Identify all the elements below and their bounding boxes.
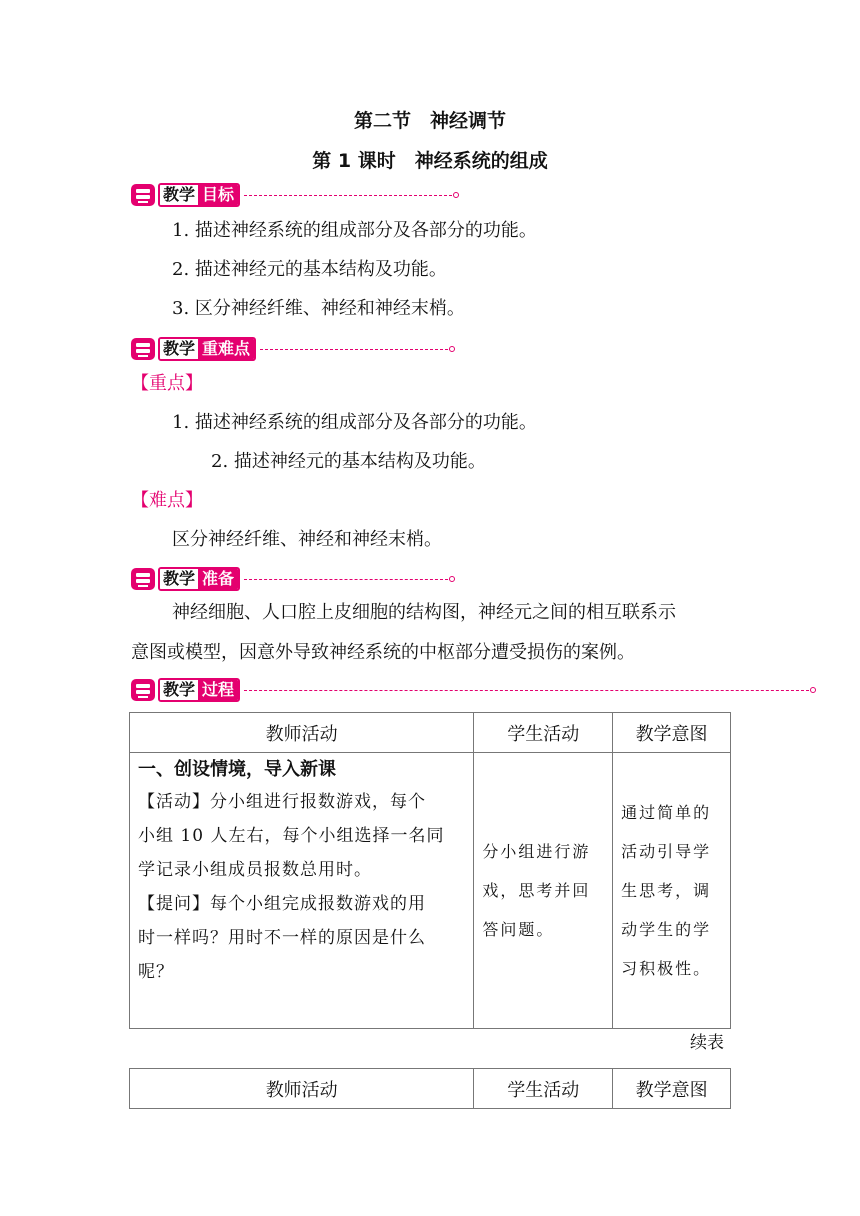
preparation-line: 意图或模型，因意外导致神经系统的中枢部分遭受损伤的案例。 (131, 642, 635, 663)
header-teacher: 教师活动 (130, 713, 474, 753)
header-student: 学生活动 (474, 713, 613, 753)
objective-item: 2. 描述神经元的基本结构及功能。 (172, 259, 447, 280)
intent-cell: 通过简单的 活动引导学 生思考，调 动学生的学 习积极性。 (613, 753, 731, 1029)
header-teacher: 教师活动 (130, 1069, 474, 1109)
difficulty-text: 区分神经纤维、神经和神经末梢。 (172, 529, 442, 550)
objectives-header: 教学 目标 (131, 183, 459, 207)
focus-item: 2. 描述神经元的基本结构及功能。 (211, 451, 486, 472)
focus-item: 1. 描述神经系统的组成部分及各部分的功能。 (172, 412, 537, 433)
process-table (129, 712, 731, 1029)
difficulty-label: 【难点】 (131, 490, 203, 511)
student-activity-cell: 分小组进行游 戏，思考并回 答问题。 (474, 753, 613, 1029)
header-intent: 教学意图 (613, 1069, 731, 1109)
focus-label: 【重点】 (131, 373, 203, 394)
continued-label: 续表 (690, 1033, 724, 1053)
lesson-title: 第 1 课时 神经系统的组成 (312, 150, 548, 172)
table-header-row (130, 1069, 731, 1109)
continued-table (129, 1068, 731, 1109)
section-title: 第二节 神经调节 (353, 110, 506, 132)
preparation-line: 神经细胞、人口腔上皮细胞的结构图，神经元之间的相互联系示 (172, 602, 676, 623)
header-student: 学生活动 (474, 1069, 613, 1109)
book-stack-icon (131, 679, 155, 701)
book-stack-icon (131, 568, 155, 590)
row-heading: 一、创设情境，导入新课 (138, 759, 336, 780)
teacher-activity-cell: 一、创设情境，导入新课 【活动】分小组进行报数游戏，每个 小组 10 人左右，每个小组选择一名同 学记录小组成员报数总用时。 【提问】每个小组完成报数游戏的用 时一样吗？用时不一样的原因是什么 呢？ (130, 753, 474, 1029)
objective-item: 3. 区分神经纤维、神经和神经末梢。 (172, 298, 465, 319)
book-stack-icon (131, 184, 155, 206)
objective-item: 1. 描述神经系统的组成部分及各部分的功能。 (172, 220, 537, 241)
preparation-header: 教学 准备 (131, 567, 455, 591)
header-intent: 教学意图 (613, 713, 731, 753)
book-stack-icon (131, 338, 155, 360)
table-header-row (130, 713, 731, 753)
keypoints-header: 教学 重难点 (131, 337, 455, 361)
table-row (130, 753, 731, 1029)
process-header: 教学 过程 (131, 678, 816, 702)
